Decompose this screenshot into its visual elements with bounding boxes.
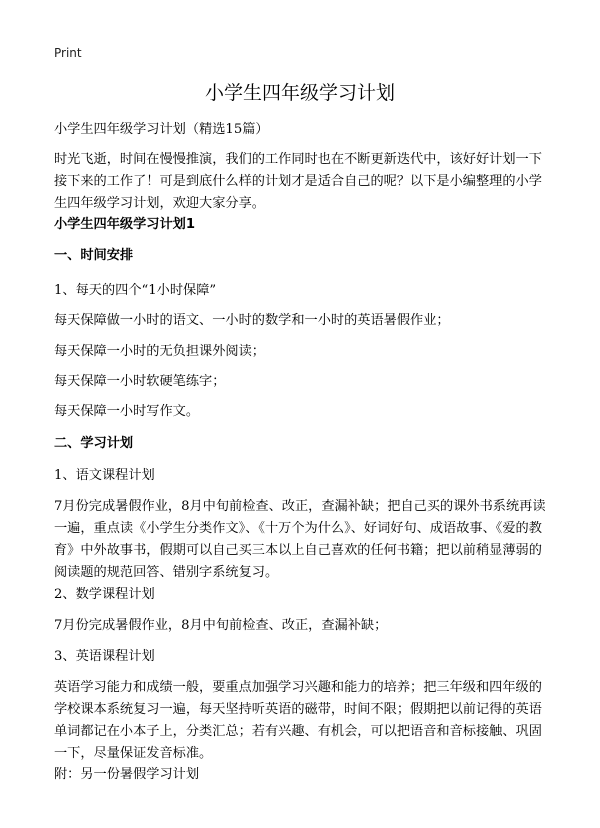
document-subtitle: 小学生四年级学习计划（精选15篇） xyxy=(54,122,269,137)
sub-heading: 1、语文课程计划 xyxy=(54,468,155,483)
list-item: 每天保障一小时的无负担课外阅读； xyxy=(54,344,265,359)
appendix-line: 附：另一份暑假学习计划 xyxy=(54,767,200,782)
paragraph: 英语学习能力和成绩一般，要重点加强学习兴趣和能力的培养；把三年级和四年级的学校课本系统复习一遍，每天坚持听英语的磁带，时间不限；假期把以前记得的英语单词都记在小本子上，分类汇总；若有兴趣、有机会，可以把语音和音标接触、巩固一下，尽量保证发音标准。 xyxy=(54,680,542,761)
intro-paragraph: 时光飞逝，时间在慢慢推演，我们的工作同时也在不断更新迭代中，该好好计划一下接下来的工作了！可是到底什么样的计划才是适合自己的呢？以下是小编整理的小学生四年级学习计划，欢迎大家分享。 xyxy=(54,152,542,211)
paragraph: 7月份完成暑假作业，8月中旬前检查、改正，查漏补缺；把自己买的课外书系统再读一遍，重点读《小学生分类作文》、《十万个为什么》、好词好句、成语故事、《爱的教育》中外故事书，假期可以自己买三本以上自己喜欢的任何书籍；把以前稍显薄弱的阅读题的规范回答、错别字系统复习。 xyxy=(54,499,546,580)
print-link[interactable]: Print xyxy=(54,46,82,60)
list-item: 每天保障一小时软硬笔练字； xyxy=(54,374,226,389)
page-title: 小学生四年级学习计划 xyxy=(204,82,395,104)
section-heading-time: 一、时间安排 xyxy=(54,248,134,263)
plan-heading: 小学生四年级学习计划1 xyxy=(54,217,196,232)
sub-heading: 2、数学课程计划 xyxy=(54,587,155,602)
list-item: 1、每天的四个“1小时保障” xyxy=(54,283,217,298)
paragraph: 7月份完成暑假作业，8月中旬前检查、改正，查漏补缺； xyxy=(54,618,388,633)
section-heading-study: 二、学习计划 xyxy=(54,436,134,451)
list-item: 每天保障做一小时的语文、一小时的数学和一小时的英语暑假作业； xyxy=(54,313,450,328)
list-item: 每天保障一小时写作文。 xyxy=(54,404,200,419)
sub-heading: 3、英语课程计划 xyxy=(54,649,155,664)
